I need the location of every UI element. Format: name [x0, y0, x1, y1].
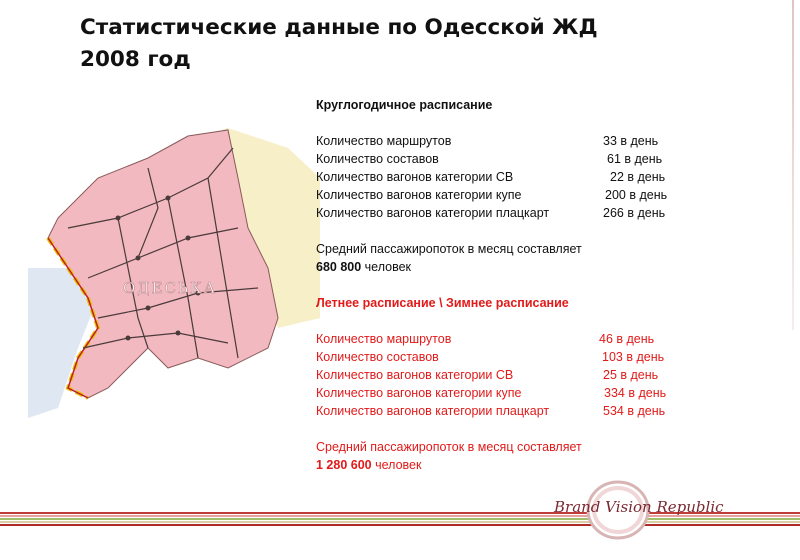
stat-label: Количество вагонов категории купе [316, 188, 522, 202]
stats-content [316, 96, 736, 474]
stat-row [316, 384, 736, 402]
stat-value: 266 в день [603, 206, 666, 220]
flow-unit: человек [371, 458, 422, 472]
stat-value: 61 в день [607, 152, 663, 166]
brand-logo [540, 472, 730, 542]
stat-value: 103 в день [602, 350, 665, 364]
stat-row [316, 168, 736, 186]
stat-row [316, 330, 736, 348]
stat-value: 46 в день [599, 332, 655, 346]
stat-value: 25 в день [603, 368, 659, 382]
passenger-flow-text: Средний пассажиропоток в месяц составляет [316, 242, 582, 256]
seasonal-heading: Летнее расписание \ Зимнее расписание [316, 296, 569, 310]
stat-row [316, 402, 736, 420]
stat-label: Количество составов [316, 350, 439, 364]
stat-value: 22 в день [610, 170, 666, 184]
stat-row [316, 366, 736, 384]
stat-row [316, 204, 736, 222]
stat-label: Количество маршрутов [316, 134, 452, 148]
flow-number: 680 800 [316, 260, 362, 274]
passenger-flow-text: Средний пассажиропоток в месяц составляет [316, 440, 582, 454]
stat-label: Количество маршрутов [316, 332, 452, 346]
stat-label: Количество составов [316, 152, 439, 166]
year-round-heading: Круглогодичное расписание [316, 98, 493, 112]
stat-value: 334 в день [604, 386, 667, 400]
flow-unit: человек [361, 260, 412, 274]
corner-divider [792, 0, 794, 330]
stat-label: Количество вагонов категории СВ [316, 170, 514, 184]
page-title-line2: 2008 год [80, 47, 191, 72]
flow-number: 1 280 600 [316, 458, 372, 472]
stat-label: Количество вагонов категории плацкарт [316, 206, 550, 220]
stat-value: 33 в день [603, 134, 659, 148]
logo-text: Brand Vision Republic [554, 498, 724, 516]
passenger-flow-value [316, 258, 736, 276]
page-title-line1: Статистические данные по Одесской ЖД [80, 15, 598, 40]
map-icon [28, 118, 320, 418]
stat-row [316, 150, 736, 168]
page-title [80, 12, 720, 76]
stat-value: 534 в день [603, 404, 666, 418]
stat-label: Количество вагонов категории купе [316, 386, 522, 400]
map-region-label: ОДЕСЬКА [123, 279, 217, 297]
stat-row [316, 186, 736, 204]
stat-row [316, 132, 736, 150]
stat-label: Количество вагонов категории плацкарт [316, 404, 550, 418]
region-map [28, 118, 320, 418]
stat-label: Количество вагонов категории СВ [316, 368, 514, 382]
stat-value: 200 в день [605, 188, 668, 202]
stat-row [316, 348, 736, 366]
